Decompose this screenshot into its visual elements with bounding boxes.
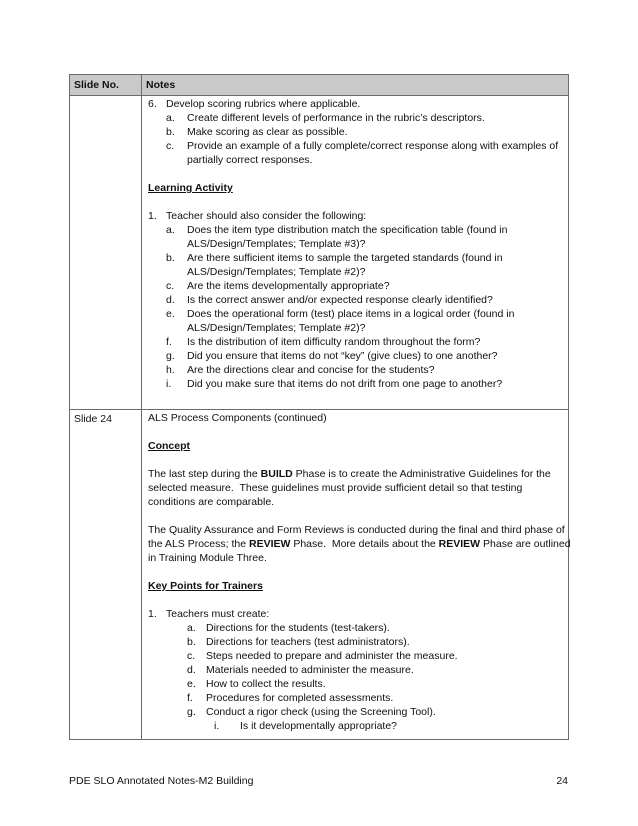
list-letter: e. (166, 308, 175, 320)
list-subitem (148, 621, 562, 635)
list-subitem (148, 139, 562, 153)
list-subitem (148, 677, 562, 691)
list-subitem (148, 377, 562, 391)
list-letter: b. (166, 252, 175, 264)
paragraph-line (148, 467, 562, 481)
list-letter: c. (166, 140, 175, 152)
bold-text: BUILD (260, 468, 293, 480)
paragraph-line: selected measure. These guidelines must provide sufficient detail so that testing (148, 482, 523, 494)
list-letter: b. (187, 636, 196, 648)
list-subitem (148, 691, 562, 705)
list-letter: a. (187, 622, 196, 634)
list-text: Is it developmentally appropriate? (240, 720, 398, 732)
list-text: Are there sufficient items to sample the targeted standards (found in (187, 252, 503, 264)
section-heading-concept: Concept (148, 440, 190, 452)
section-heading-key-points: Key Points for Trainers (148, 580, 263, 592)
text-run: Phase are outlined (480, 538, 571, 550)
list-number: 6. (148, 98, 157, 110)
bold-text: REVIEW (248, 538, 291, 550)
slide-number-cell (70, 96, 142, 410)
page-footer (69, 774, 568, 788)
text-run: Phase is to create the Administrative Guidelines for the (292, 468, 551, 480)
list-number: 1. (148, 210, 157, 222)
list-continuation: ALS/Design/Templates; Template #2)? (187, 322, 366, 334)
list-letter: a. (166, 224, 175, 236)
list-subitem (148, 649, 562, 663)
list-text: Make scoring as clear as possible. (187, 126, 348, 138)
list-text: Are the items developmentally appropriate? (187, 280, 390, 292)
notes-table (69, 74, 569, 740)
list-letter: a. (166, 112, 175, 124)
list-text: Directions for the students (test-takers). (206, 622, 390, 634)
slide-number-cell: Slide 24 (70, 410, 142, 740)
notes-cell (142, 96, 569, 410)
list-text: Steps needed to prepare and administer the measure. (206, 650, 458, 662)
list-subitem (148, 349, 562, 363)
list-subitem (148, 251, 562, 265)
list-letter: g. (166, 350, 175, 362)
table-row (70, 410, 569, 740)
list-text: Provide an example of a fully complete/correct response along with examples of (187, 140, 559, 152)
list-text: Is the distribution of item difficulty random throughout the form? (187, 336, 481, 348)
slide-title: ALS Process Components (continued) (148, 412, 327, 424)
list-continuation: ALS/Design/Templates; Template #2)? (187, 266, 366, 278)
list-subitem (148, 111, 562, 125)
paragraph-line: conditions are comparable. (148, 496, 275, 508)
paragraph-line: in Training Module Three. (148, 552, 267, 564)
list-continuation: ALS/Design/Templates; Template #3)? (187, 238, 366, 250)
list-number: 1. (148, 608, 157, 620)
page-number: 24 (556, 775, 568, 787)
list-letter: g. (187, 706, 196, 718)
notes-cell (142, 410, 569, 740)
list-subsubitem (148, 719, 562, 733)
list-subitem (148, 635, 562, 649)
table-row (70, 96, 569, 410)
list-text: Are the directions clear and concise for the students? (187, 364, 435, 376)
list-subitem (148, 125, 562, 139)
table-header-row (70, 75, 569, 96)
list-continuation: partially correct responses. (187, 154, 313, 166)
list-text: Conduct a rigor check (using the Screening Tool). (206, 706, 436, 718)
list-roman: i. (214, 720, 220, 732)
list-text: Did you ensure that items do not “key” (give clues) to one another? (187, 350, 498, 362)
list-letter: e. (187, 678, 196, 690)
footer-title: PDE SLO Annotated Notes-M2 Building (69, 775, 254, 787)
list-letter: c. (166, 280, 175, 292)
text-run: Phase. More details about the (290, 538, 439, 550)
header-slide-no: Slide No. (70, 75, 142, 96)
list-item (148, 209, 562, 223)
text-run: the ALS Process; the (148, 538, 249, 550)
list-text: Procedures for completed assessments. (206, 692, 394, 704)
list-subitem (148, 663, 562, 677)
list-text: Teachers must create: (166, 608, 270, 620)
list-letter: i. (166, 378, 172, 390)
list-text: Is the correct answer and/or expected response clearly identified? (187, 294, 493, 306)
bold-text: REVIEW (438, 538, 481, 550)
list-letter: d. (166, 294, 175, 306)
list-subitem (148, 705, 562, 719)
list-item (148, 607, 562, 621)
list-text: Does the operational form (test) place items in a logical order (found in (187, 308, 515, 320)
list-text: Does the item type distribution match the specification table (found in (187, 224, 508, 236)
list-item (148, 97, 562, 111)
list-text: Develop scoring rubrics where applicable. (166, 98, 361, 110)
list-subitem (148, 335, 562, 349)
list-text: Teacher should also consider the following: (166, 210, 367, 222)
list-letter: d. (187, 664, 196, 676)
list-subitem (148, 223, 562, 237)
section-heading-learning-activity: Learning Activity (148, 182, 233, 194)
list-text: Materials needed to administer the measure. (206, 664, 414, 676)
list-subitem (148, 293, 562, 307)
paragraph-line (148, 537, 571, 551)
list-text: How to collect the results. (206, 678, 326, 690)
list-letter: f. (187, 692, 193, 704)
list-letter: c. (187, 650, 196, 662)
text-run: The last step during the (148, 468, 261, 480)
list-subitem (148, 307, 562, 321)
list-letter: f. (166, 336, 172, 348)
list-text: Did you make sure that items do not drift from one page to another? (187, 378, 503, 390)
list-subitem (148, 363, 562, 377)
paragraph-line: The Quality Assurance and Form Reviews is conducted during the final and third phase of (148, 524, 565, 536)
list-text: Directions for teachers (test administrators). (206, 636, 410, 648)
list-letter: h. (166, 364, 175, 376)
list-text: Create different levels of performance in the rubric’s descriptors. (187, 112, 485, 124)
list-subitem (148, 279, 562, 293)
list-letter: b. (166, 126, 175, 138)
header-notes: Notes (142, 75, 569, 96)
